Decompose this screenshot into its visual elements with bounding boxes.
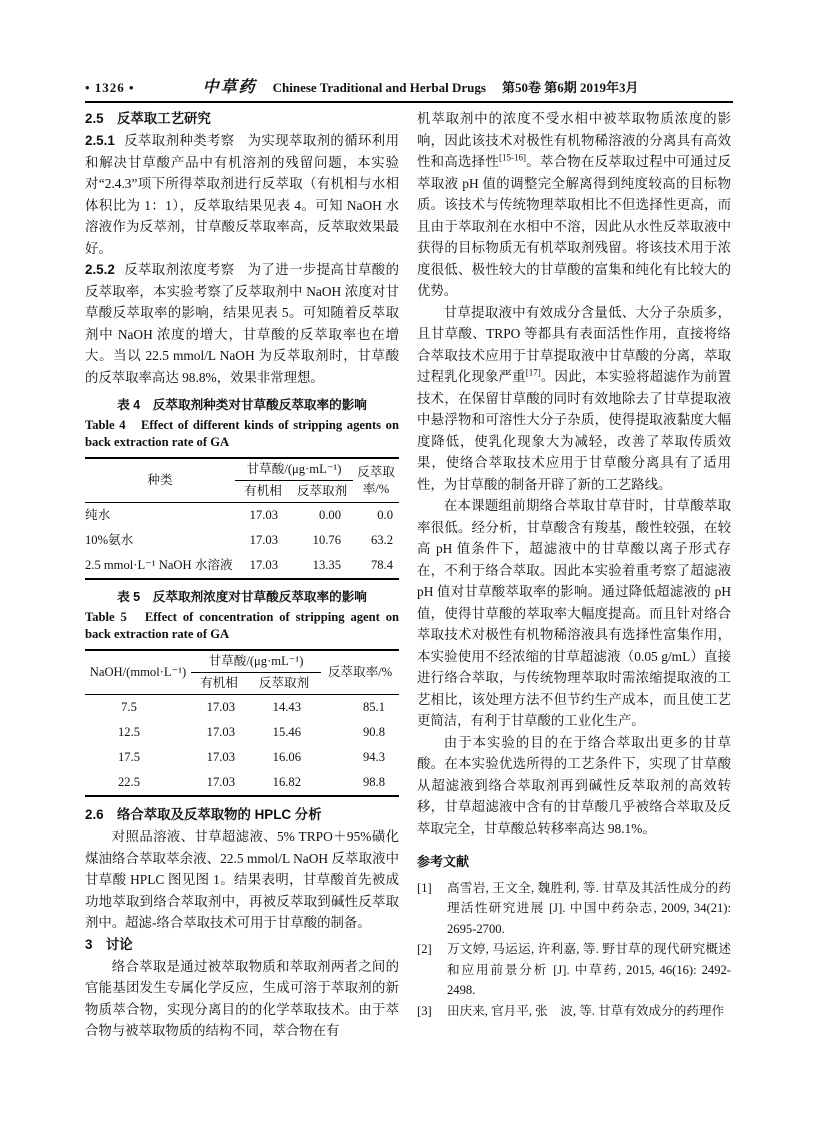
reference-item — [417, 878, 731, 940]
paragraph-text: 机萃取剂中的浓度不受水相中被萃取物质浓度的影响，因此该技术对极性有机物稀溶液的分离具有高效性和高选择性 — [417, 111, 731, 169]
cell: 78.4 — [370, 558, 393, 572]
paragraph-text: 。因此，本实验将超滤作为前置技术，在保留甘草酸的同时有效地除去了甘草提取液中悬浮物和可溶性大分子杂质，使得提取液黏度大幅度降低，使乳化现象大为减轻，改善了萃取传质效果，使络合萃取技术应用于甘草酸分离具有了适用性，为甘草酸的制备开辟了新的工艺路线。 — [417, 369, 732, 492]
cell: 16.82 — [272, 775, 301, 789]
cell: 10.76 — [312, 533, 341, 547]
section-heading-2-6: 2.6 络合萃取及反萃取物的 HPLC 分析 — [85, 807, 322, 822]
cell: 13.35 — [312, 558, 341, 572]
paragraph-discussion-2 — [417, 302, 731, 496]
cell: 63.2 — [370, 533, 393, 547]
cell: 17.03 — [206, 725, 235, 739]
paragraph-2-5-2 — [85, 259, 399, 388]
citation-superscript: [17] — [525, 367, 541, 378]
cell: 17.03 — [206, 750, 235, 764]
table-row — [85, 528, 399, 553]
reference-text: 万文婷, 马运运, 许利嘉, 等. 野甘草的现代研究概述和应用前景分析 [J]. 中草药, 2015, 46(16): 2492-2498. — [447, 942, 731, 997]
section-number-2-5-2: 2.5.2 — [85, 262, 115, 277]
cell: 16.06 — [272, 750, 301, 764]
section-number-2-5-1: 2.5.1 — [85, 133, 115, 148]
col-header-ga: 甘草酸/(μg·mL⁻¹) — [235, 458, 353, 481]
table-5-caption-zh: 表 5 反萃取剂浓度对甘草酸反萃取率的影响 — [117, 590, 367, 604]
paragraph-discussion-3: 在本课题组前期络合萃取甘草苷时，甘草酸萃取率很低。经分析，甘草酸含有羧基，酸性较强，在较高 pH 值条件下，超滤液中的甘草酸以离子形式存在，不利于络合萃取。因此本实验着重考察了超滤液 pH 值对甘草酸萃取率的影响。通过降低超滤液的 pH 值，使得甘草酸的萃取率大幅度提高。而且针对络合萃取技术对极性有机物稀溶液具有选择性富集作用，本实验使用不经浓缩的甘草超滤液（0.05 g/mL）直接进行络合萃取，与传统物理萃取时需浓缩提取液的工艺相比，该处理方法不但节约生产成本，而且使工艺更简洁，有利于甘草酸的工业化生产。 — [417, 498, 731, 728]
page-number: • 1326 • — [85, 80, 135, 95]
cell: 15.46 — [272, 725, 301, 739]
table-4-block — [85, 397, 399, 580]
cell: 0.0 — [377, 508, 393, 522]
reference-number: [3] — [417, 1003, 432, 1018]
cell: 10%氨水 — [85, 533, 134, 547]
section-heading-2-5: 2.5 反萃取工艺研究 — [85, 111, 211, 126]
table-4 — [85, 457, 399, 580]
table-5-caption-en: Table 5 Effect of concentration of stripping agent on back extraction rate of GA — [85, 610, 399, 641]
reference-item — [417, 1001, 731, 1022]
reference-text: 田庆来, 官月平, 张 波, 等. 甘草有效成分的药理作 — [447, 1003, 725, 1018]
col-header-naoh: NaOH/(mmol·L⁻¹) — [85, 650, 191, 695]
table-5-block — [85, 589, 399, 797]
table-row — [85, 503, 399, 529]
paragraph-continued — [417, 108, 731, 302]
table-header-row — [85, 458, 399, 481]
citation-superscript: [15-16] — [499, 152, 526, 163]
paragraph-2-5-1 — [85, 130, 399, 259]
cell: 22.5 — [117, 775, 141, 789]
col-header-ga: 甘草酸/(μg·mL⁻¹) — [191, 650, 321, 673]
paragraph-text: 为实现萃取剂的循环利用和解决甘草酸产品中有机溶剂的残留问题，本实验对“2.4.3”项下所得萃取剂进行反萃取（有机相与水相体积比为 1：1），反萃取结果见表 4。可知 NaOH 水溶液作为反萃剂，甘草酸反萃取率高，反萃取效果最好。 — [85, 133, 400, 256]
col-header-organic-phase: 有机相 — [191, 673, 247, 695]
reference-item — [417, 939, 731, 1001]
cell: 85.1 — [362, 700, 385, 714]
runin-title-2-5-2: 反萃取剂浓度考察 — [123, 262, 235, 277]
table-4-caption-en: Table 4 Effect of different kinds of stripping agents on back extraction rate of GA — [85, 418, 399, 449]
paragraph-2-6: 对照品溶液、甘草超滤液、5% TRPO＋95%磺化煤油络合萃取萃余液、22.5 mmol/L NaOH 反萃取液中甘草酸 HPLC 图见图 1。结果表明，甘草酸首先被成功地萃取到络合萃取剂中，再被反萃取到碱性反萃取剂中。超滤-络合萃取技术可用于甘草酸的制备。 — [85, 829, 399, 930]
cell: 94.3 — [362, 750, 385, 764]
cell: 17.5 — [117, 750, 141, 764]
table-row — [85, 770, 399, 796]
cell: 纯水 — [85, 508, 111, 522]
paragraph-3-discussion: 络合萃取是通过被萃取物质和萃取剂两者之间的官能基团发生专属化学反应，生成可溶于萃取剂的新物质萃合物，实现分离目的的化学萃取技术。由于萃合物与被萃取物质的结构不同，萃合物在有 — [85, 958, 399, 1038]
paragraph-text: 。萃合物在反萃取过程中可通过反萃取液 pH 值的调整完全解离得到纯度较高的目标物质。该技术与传统物理萃取相比不但选择性更高，而且由于萃取剂在水相中不溶，因此从水性反萃取液中获得的目标物质无有机萃取剂残留。将该技术用于浓度很低、极性较大的甘草酸的富集和纯化有比较大的优势。 — [417, 154, 731, 298]
cell: 7.5 — [121, 700, 137, 714]
right-column — [417, 108, 731, 1021]
table-5 — [85, 649, 399, 797]
col-header-stripping-agent: 反萃取剂 — [291, 481, 353, 503]
col-header-kind: 种类 — [85, 458, 235, 503]
issue-info: 第50卷 第6期 2019年3月 — [501, 80, 639, 95]
table-4-caption-zh: 表 4 反萃取剂种类对甘草酸反萃取率的影响 — [117, 398, 367, 412]
col-header-organic-phase: 有机相 — [235, 481, 291, 503]
col-header-rate: 反萃取率/% — [353, 458, 399, 503]
journal-name-english: Chinese Traditional and Herbal Drugs — [272, 80, 486, 95]
cell: 0.00 — [318, 508, 341, 522]
cell: 17.03 — [206, 700, 235, 714]
table-header-row — [85, 650, 399, 673]
cell: 14.43 — [272, 700, 301, 714]
table-row — [85, 745, 399, 770]
cell: 17.03 — [249, 558, 278, 572]
col-header-stripping-agent: 反萃取剂 — [247, 673, 321, 695]
paragraph-discussion-4: 由于本实验的目的在于络合萃取出更多的甘草酸。在本实验优选所得的工艺条件下，实现了甘草酸从超滤液到络合萃取剂再到碱性反萃取剂的高效转移，甘草超滤液中含有的甘草酸几乎被络合萃取及反萃取完全，甘草酸总转移率高达 98.1%。 — [417, 734, 731, 836]
cell: 17.03 — [249, 533, 278, 547]
cell: 12.5 — [117, 725, 141, 739]
paragraph-text: 为了进一步提高甘草酸的反萃取率，本实验考察了反萃取剂中 NaOH 浓度对甘草酸反萃取率的影响，结果见表 5。可知随着反萃取剂中 NaOH 浓度的增大，甘草酸的反萃取率也在增大。当以 22.5 mmol/L NaOH 为反萃取剂时，甘草酸的反萃取率高达 98.8%，效果非常理想。 — [85, 262, 400, 385]
table-row — [85, 695, 399, 721]
table-row — [85, 720, 399, 745]
col-header-rate: 反萃取率/% — [321, 650, 399, 695]
left-column — [85, 108, 399, 1042]
reference-number: [2] — [417, 942, 432, 956]
cell: 17.03 — [206, 775, 235, 789]
cell: 17.03 — [249, 508, 278, 522]
cell: 90.8 — [362, 725, 385, 739]
runin-title-2-5-1: 反萃取剂种类考察 — [123, 133, 235, 148]
cell: 98.8 — [362, 775, 385, 789]
reference-number: [1] — [417, 880, 432, 895]
references-heading: 参考文献 — [417, 854, 470, 869]
cell: 2.5 mmol·L⁻¹ NaOH 水溶液 — [85, 558, 233, 572]
journal-logo: 中草药 — [202, 79, 257, 96]
reference-text: 高雪岩, 王文全, 魏胜利, 等. 甘草及其活性成分的药理活性研究进展 [J]. 中国中药杂志, 2009, 34(21): 2695-2700. — [447, 880, 731, 936]
paragraph-text: 甘草提取液中有效成分含量低、大分子杂质多，且甘草酸、TRPO 等都具有表面活性作用，直接将络合萃取技术应用于甘草提取液中甘草酸的分离，萃取过程乳化现象严重 — [417, 304, 731, 384]
section-heading-3: 3 讨论 — [85, 936, 133, 952]
table-row — [85, 553, 399, 579]
running-head — [85, 74, 733, 103]
